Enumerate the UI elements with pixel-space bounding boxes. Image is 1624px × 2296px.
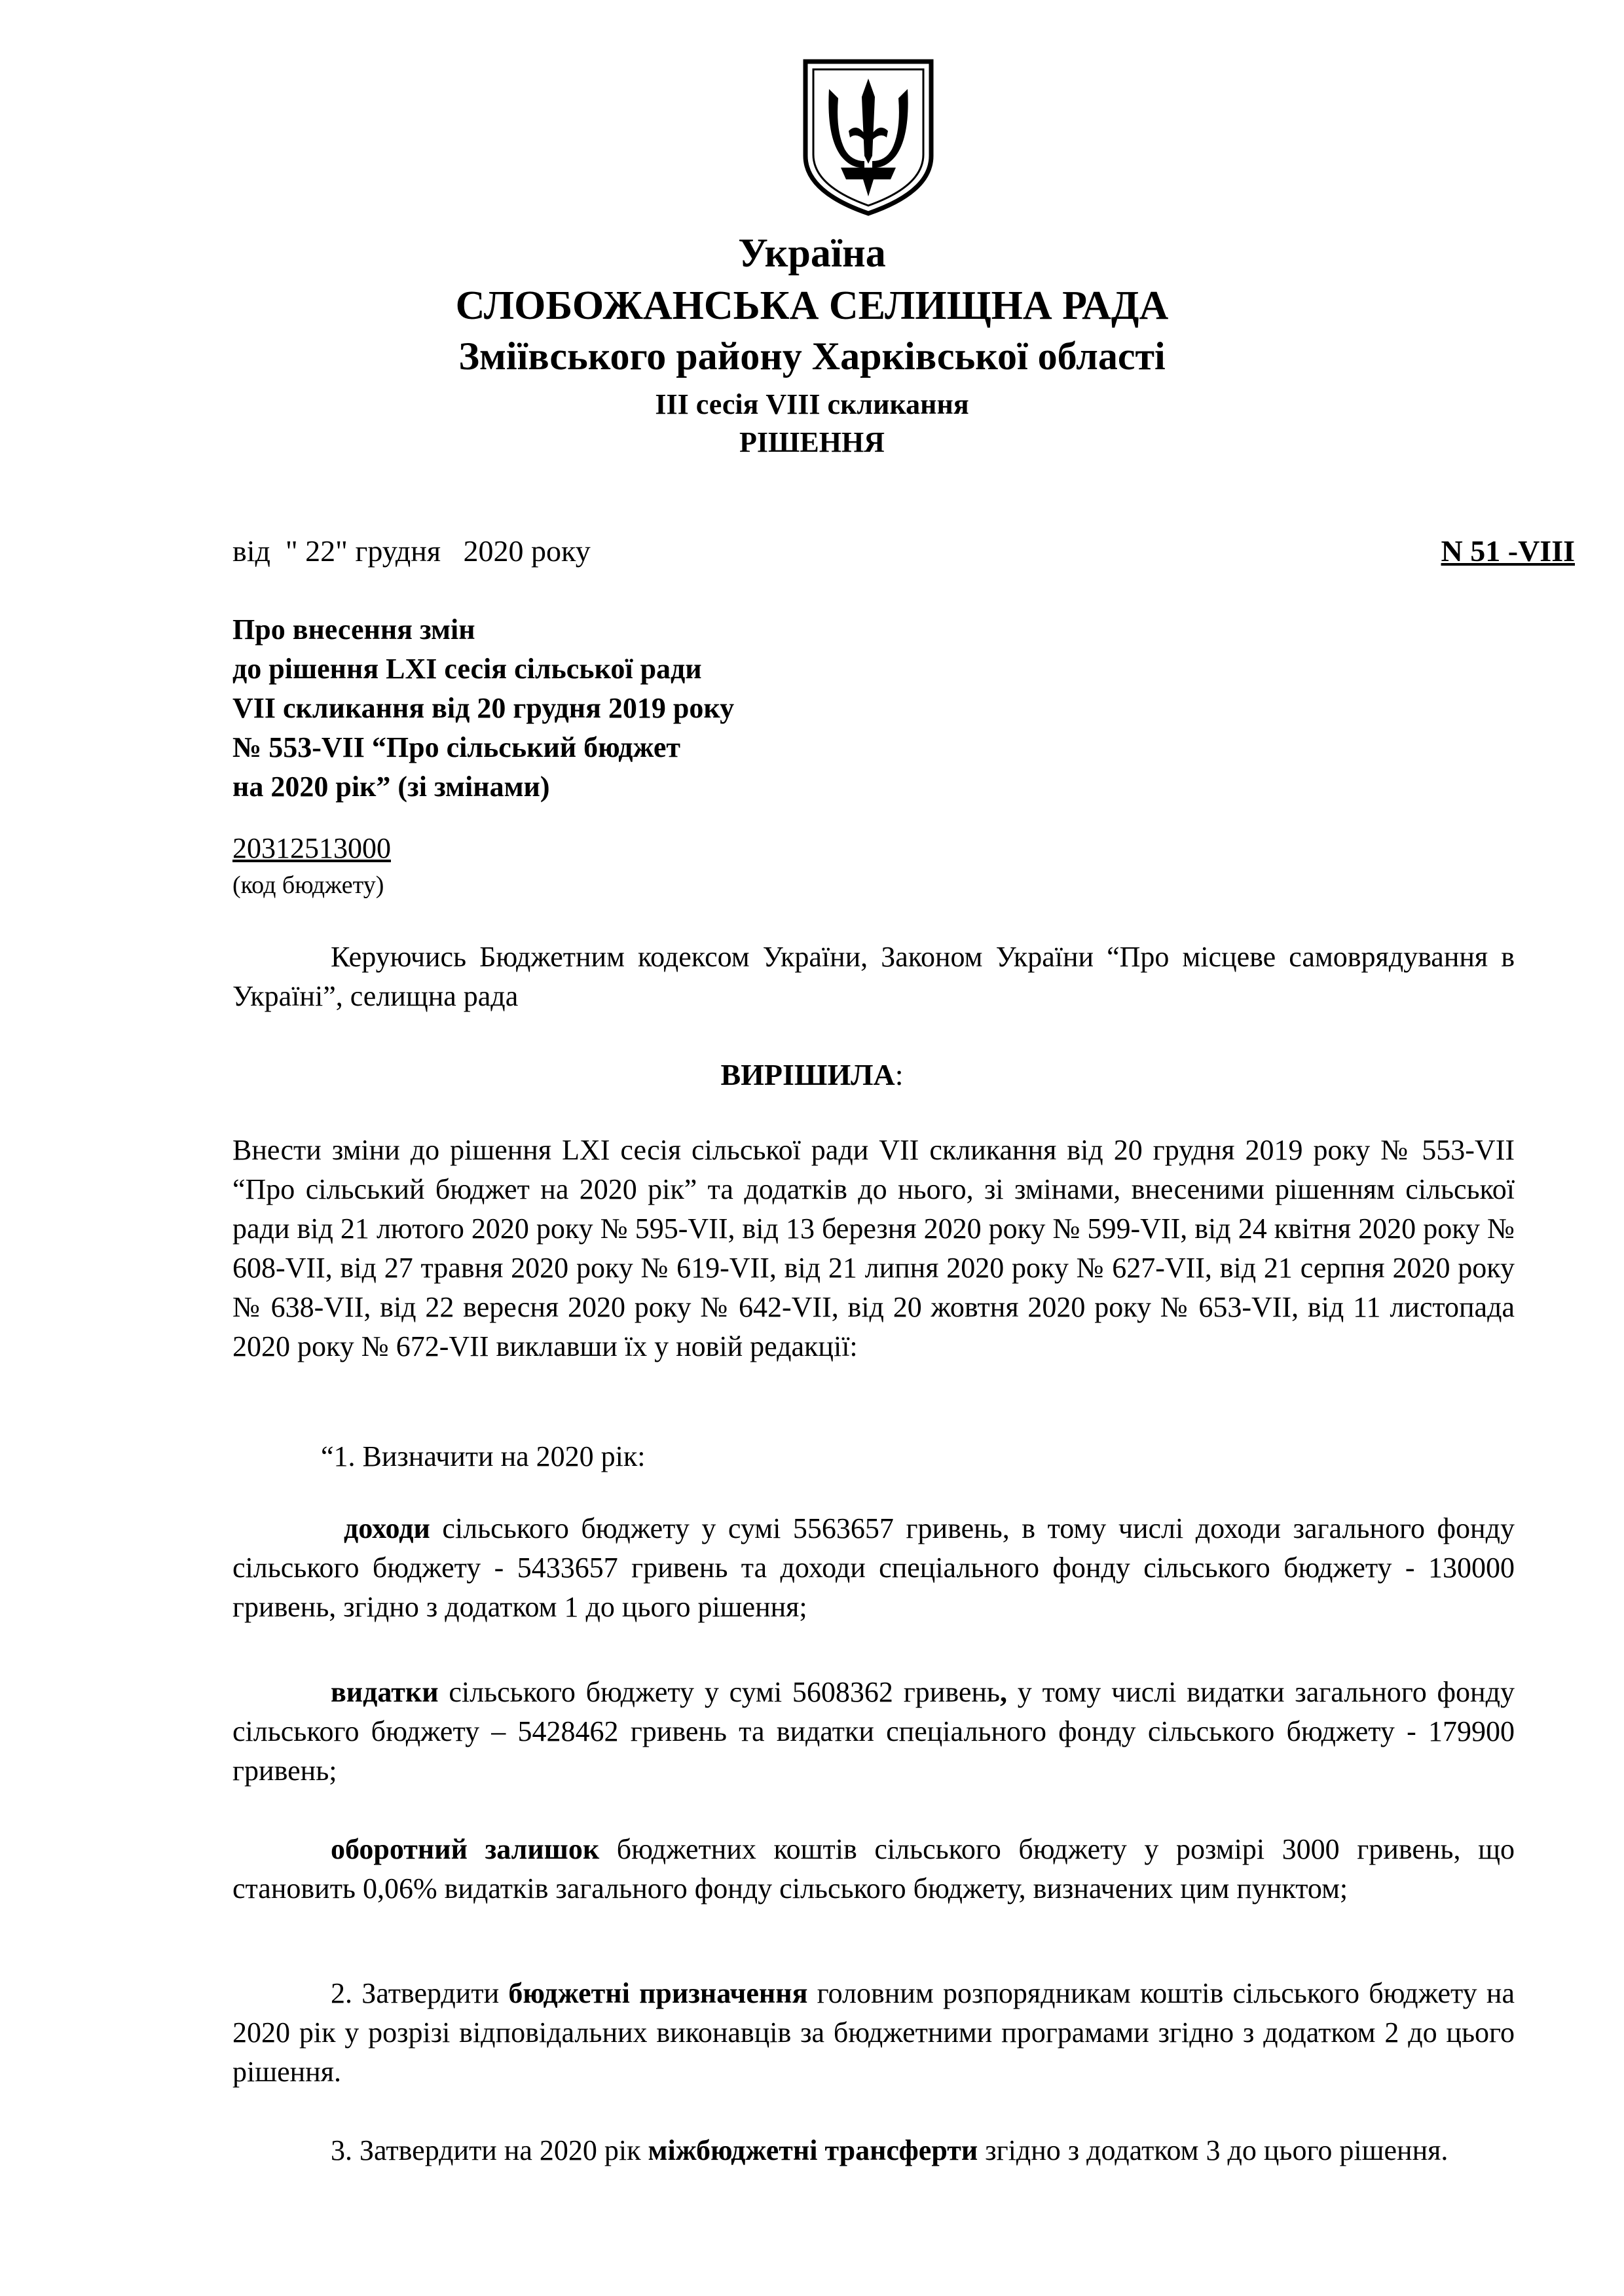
item-2-pre: 2. Затвердити [331,1977,509,2009]
session-title: ІІІ сесія VIIІ скликання [655,388,969,420]
subject-line: на 2020 рік” (зі змінами) [232,771,550,803]
reserve-paragraph [232,1830,1515,1908]
subject-line: Про внесення змін [232,613,475,646]
item-3-post: згідно з додатком 3 до цього рішення. [978,2134,1449,2166]
income-paragraph [232,1509,1515,1627]
budget-code-label: (код бюджету) [232,871,384,899]
document-type: РІШЕННЯ [739,426,885,458]
decision-number: N 51 -VIII [1441,534,1575,568]
item-2-term: бюджетні призначення [508,1977,808,2009]
item-3-paragraph [232,2131,1515,2170]
decided-heading [0,1057,1624,1092]
item-3-term: міжбюджетні трансферти [648,2134,978,2166]
preamble-paragraph: Керуючись Бюджетним кодексом України, Законом України “Про місцеве самоврядування в Україні”, селищна рада [232,941,1515,1012]
expense-comma: , [1000,1676,1007,1708]
subject-line: VII скликання від 20 грудня 2019 року [232,692,735,724]
decision-date: від " 22" грудня 2020 року [232,534,591,568]
country-title: Україна [738,231,886,276]
budget-code: 20312513000 [232,832,391,864]
item-1-title: “1. Визначити на 2020 рік: [321,1440,646,1472]
expense-text-b: у тому числі видатки загального фонду сільського бюджету – 5428462 гривень та видатки спеціального фонду сільського бюджету - 179900 гривень; [232,1676,1515,1787]
subject-line: до рішення LXI сесія сільської ради [232,653,702,685]
decision-subject [232,610,734,807]
subject-line: № 553-VII “Про сільський бюджет [232,731,680,763]
income-text: сільського бюджету у сумі 5563657 гривень, в тому числі доходи загального фонду сільського бюджету - 5433657 гривень та доходи спеціального фонду сільського бюджету - 130000 гривень, згідно з додатком 1 до цього рішення; [232,1512,1515,1623]
item-2-paragraph [232,1974,1515,2092]
decided-colon: : [895,1058,904,1091]
district-title: Зміївського району Харківської області [458,335,1166,378]
expense-term: видатки [331,1676,439,1708]
item-3-pre: 3. Затвердити на 2020 рік [331,2134,648,2166]
income-term: доходи [344,1512,430,1544]
reserve-text: бюджетних коштів сільського бюджету у розмірі 3000 гривень, що становить 0,06% видатків загального фонду сільського бюджету, визначених цим пунктом; [232,1833,1515,1904]
amendment-paragraph: Внести зміни до рішення LXI сесія сільської ради VII скликання від 20 грудня 2019 року № 553-VII “Про сільський бюджет на 2020 рік” та додатків до нього, зі змінами, внесеними рішенням сільської ради від 21 лютого 2020 року № 595-VII, від 13 березня 2020 року № 599-VII, від 24 квітня 2020 року № 608-VII, від 27 травня 2020 року № 619-VII, від 21 липня 2020 року № 627-VII, від 21 серпня 2020 року № 638-VII, від 22 вересня 2020 року № 642-VII, від 20 жовтня 2020 року № 653-VII, від 11 листопада 2020 року № 672-VII виклавши їх у новій редакції: [232,1134,1515,1362]
decided-label: ВИРІШИЛА [720,1058,895,1091]
reserve-term: оборотний залишок [331,1833,600,1865]
expense-paragraph [232,1673,1515,1791]
trident-coat-of-arms-icon [800,58,936,217]
item-2-post: головним розпорядникам коштів сільського бюджету на 2020 рік у розрізі відповідальних виконавців за бюджетними програмами згідно з додатком 2 до цього рішення. [232,1977,1515,2088]
council-title: СЛОБОЖАНСЬКА СЕЛИЩНА РАДА [455,283,1169,328]
expense-text-a: сільського бюджету у сумі 5608362 гривень [438,1676,1000,1708]
